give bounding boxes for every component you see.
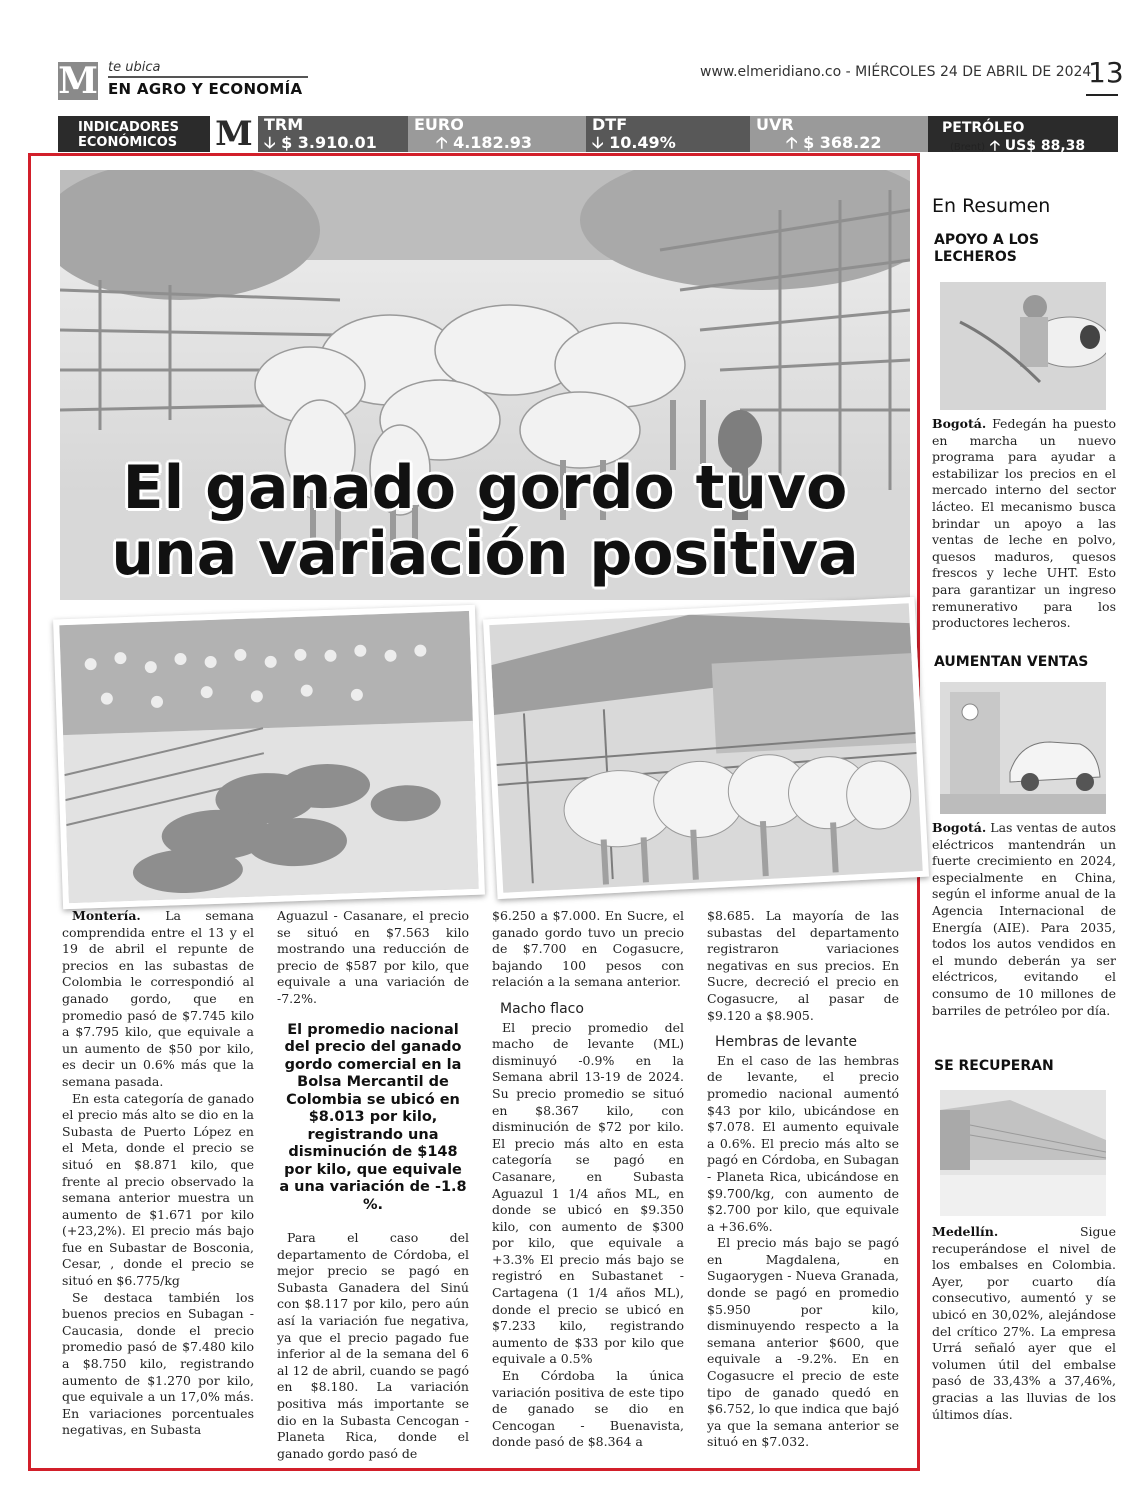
headline-line1: El ganado gordo tuvo	[122, 453, 848, 523]
sidebar-body-1: Fedegán ha puesto en marcha un nuevo programa para ayudar a estabilizar los precios en el mercado interno del sector lácteo. El mecanismo busca brindar un apoyo a las ventas de leche en polvo, quesos maduros, quesos frescos y leche UHT. Esto para garantizar un ingreso remunerativo para los productores lecheros.	[932, 416, 1116, 631]
indicator-euro-value	[414, 134, 586, 152]
column-1-paragraph-2: En esta categoría de ganado el precio más alto se dio en la Subasta de Puerto López en el Meta, donde el precio se situó en $8.871 kilo, que frente al precio observado la semana anterior muestra un aumento de $1.671 por kilo (+23,2%). El precio más bajo fue en Subastar de Bosconia, Cesar, , donde el precio se situó en $6.775/kg	[62, 1090, 254, 1289]
dairy-farmer-illustration	[940, 282, 1106, 410]
indicator-trm-name: TRM	[264, 115, 304, 134]
indicator-trm-value	[264, 134, 408, 152]
column-1-paragraph-1	[62, 908, 254, 1091]
column-1-text-1: La semana comprendida entre el 13 y el 19 de abril el repunte de precios en las subastas de Colombia le correspondió al ganado gordo, que en promedio pasó de $7.745 kilo a $7.795 kilo, que equivale a un aumento de $50 por kilo, es decir un 0.6% más que la semana pasada.	[62, 908, 254, 1089]
article-column-1	[62, 908, 254, 1439]
sidebar-photo-reservoir	[940, 1090, 1106, 1216]
indicator-uvr	[750, 116, 928, 152]
photo-auction-crowd	[53, 605, 485, 910]
indicator-dtf-name: DTF	[592, 115, 628, 134]
indicator-euro-number: 4.182.93	[453, 133, 533, 152]
column-2-paragraph-1: Aguazul - Casanare, el precio se situó en $7.563 kilo mostrando una reducción de precio de $587 por kilo, que equivale a una variación de -7.2%.	[277, 908, 469, 1006]
indicator-petroleo-number: US$ 88,38	[1004, 138, 1086, 154]
article-column-2	[277, 908, 469, 1462]
column-3-paragraph-3: En Córdoba la única variación positiva de este tipo de ganado se dio en Cencogan - Buenavista, donde pasó de $8.364 a	[492, 1368, 684, 1450]
tagline: te ubica	[108, 60, 161, 75]
column-3-paragraph-1: $6.250 a $7.000. En Sucre, el ganado gordo tuvo un precio de $7.700 en Cogasucre, bajando 100 pesos con relación a la semana anterior.	[492, 908, 684, 990]
column-1-paragraph-3: Se destaca también los buenos precios en Subagan - Caucasia, donde el precio promedio pasó de $7.480 kilo a $8.750 kilo, registrando aumento de $1.270 por kilo, que equivale a un 17,0% más. En variaciones porcentuales negativas, en Subasta	[62, 1289, 254, 1438]
indicator-euro	[408, 116, 586, 152]
page-number-rule	[1086, 94, 1118, 96]
auction-crowd-illustration	[59, 611, 478, 903]
reservoir-dam-illustration	[940, 1090, 1106, 1216]
indicator-dtf	[586, 116, 750, 152]
dateline-city: Montería.	[72, 908, 141, 923]
article-column-3	[492, 908, 684, 1451]
sidebar-heading-2: AUMENTAN VENTAS	[934, 654, 1089, 670]
sidebar-heading-1: APOYO A LOS LECHEROS	[934, 232, 1040, 265]
indicator-dtf-number: 10.49%	[609, 133, 676, 152]
column-4-paragraph-2: En el caso de las hembras de levante, el precio promedio nacional aumentó $43 por kilo, ubicándose en $7.078. El aumento equivale a 0.6%. El precio más alto se pagó en Córdoba, en Subagan - Planeta Rica, ubicándose en $9.700/kg, con aumento de $2.700 por kilo, que equivale a +36.6%.	[707, 1052, 899, 1234]
sidebar-photo-electric-car	[940, 682, 1106, 814]
dateline: www.elmeridiano.co - MIÉRCOLES 24 DE ABRIL DE 2024	[700, 64, 1092, 80]
arrow-up-icon: 🡡	[436, 133, 448, 152]
indicator-petroleo-sub: (Brent)	[950, 142, 985, 153]
indicator-petroleo	[928, 116, 1118, 152]
page-number: 13	[1088, 56, 1124, 89]
column-3-paragraph-2: El precio promedio del macho de levante (ML) disminuyó -0.9% en la Semana abril 13-19 de 2024. Su precio promedio se situó en $8.367 kilo, con disminución de $72 por kilo. El precio más alto en esta categoría se pagó en Casanare, en Subasta Aguazul 1 1/4 años ML, en donde se ubicó en $9.350 kilo, con aumento de $300 por kilo, que equivale a +3.3% El precio más bajo se registró en Subastanet - Cartagena (1 1/4 años ML), donde el precio se ubicó en $7.233 kilo, registrando aumento de $33 por kilo que equivale a 0.5%	[492, 1019, 684, 1367]
sidebar-body-2: Las ventas de autos eléctricos mantendrán un fuerte crecimiento en 2024, especialmente en China, según el informe anual de la Agencia Internacional de Energía (AIE). Para 2035, todos los autos vendidos en el mundo deberán ya ser eléctricos, evitando el consumo de 10 millones de barriles de petróleo por día.	[932, 820, 1116, 1018]
indicator-trm	[258, 116, 408, 152]
indicator-petroleo-value	[942, 137, 1118, 157]
sidebar-heading-3: SE RECUPERAN	[934, 1058, 1054, 1074]
indicator-uvr-value	[756, 134, 928, 152]
indicator-trm-number: $ 3.910.01	[281, 133, 377, 152]
indicator-dtf-value	[592, 134, 750, 152]
arrow-down-icon: 🡣	[592, 133, 604, 152]
tagline-rule	[108, 76, 308, 78]
sidebar-text-1	[932, 416, 1116, 632]
sidebar-text-2	[932, 820, 1116, 1019]
section-title: EN AGRO Y ECONOMÍA	[108, 80, 303, 98]
column-4-paragraph-3: El precio más bajo se pagó en Magdalena, en Sugaorygen - Nueva Granada, donde se pagó en promedio $5.950 por kilo, disminuyendo respecto a la semana anterior $600, que equivale a -9.2%. En en Cogasucre el precio de este tipo de ganado quedó en $6.752, lo que indica que bajó ya que la semana anterior se situó en $7.032.	[707, 1235, 899, 1450]
sidebar-title: En Resumen	[932, 195, 1051, 217]
headline-line2: una variación positiva	[111, 519, 859, 589]
electric-car-illustration	[940, 682, 1106, 814]
subhead-hembras-de-levante: Hembras de levante	[715, 1034, 858, 1051]
indicator-petroleo-name: PETRÓLEO	[942, 120, 1025, 136]
sidebar-photo-dairy	[940, 282, 1106, 410]
arrow-up-icon: 🡡	[786, 133, 798, 152]
indicators-logo: M	[210, 116, 258, 152]
indicator-euro-name: EURO	[414, 115, 464, 134]
newspaper-logo: M	[58, 60, 98, 102]
indicators-label-line1: INDICADORES	[78, 120, 180, 135]
arrow-up-icon: 🡡	[989, 138, 1000, 154]
subhead-macho-flaco: Macho flaco	[500, 1000, 584, 1017]
indicator-uvr-number: $ 368.22	[803, 133, 882, 152]
article-column-4	[707, 908, 899, 1451]
column-4-paragraph-1: $8.685. La mayoría de las subastas del departamento registraron variaciones negativas en sus precios. En Sucre, decreció el precio en Cogasucre, al pasar de $9.120 a $8.905.	[707, 908, 899, 1023]
indicators-label-line2: ECONÓMICOS	[78, 135, 178, 150]
pull-quote: El promedio nacional del precio del ganado gordo comercial en la Bolsa Mercantil de Colombia se ubicó en $8.013 por kilo, registrando una disminución de $148 por kilo, que equivale a una variación de -1.8 %.	[279, 1021, 467, 1213]
article-headline	[60, 455, 910, 587]
cattle-pen-illustration	[489, 603, 922, 893]
sidebar-body-3: Sigue recuperándose el nivel de los embalses en Colombia. Ayer, por cuarto día consecutivo, aumentó y se ubicó en 30,02%, alejándose del crítico 27%. La empresa Urrá señaló ayer que el volumen útil del embalse pasó de 33,43% a 37,46%, gracias a las lluvias de los últimos días.	[932, 1224, 1116, 1422]
photo-cattle-pen	[483, 597, 929, 899]
column-2-paragraph-2: Para el caso del departamento de Córdoba, el mejor precio se pagó en Subasta Ganadera del Sinú con $8.117 por kilo, pero aún así la variación fue negativa, ya que el precio pagado fue inferior al de la semana del 6 al 12 de abril, cuando se pagó en $8.180. La variación positiva más importante se dio en la Subasta Cencogan - Planeta Rica, donde el ganado gordo pasó de	[277, 1230, 469, 1461]
indicators-label	[58, 116, 210, 152]
indicator-uvr-name: UVR	[756, 115, 794, 134]
sidebar-city-1: Bogotá.	[932, 416, 987, 431]
sidebar-text-3	[932, 1224, 1116, 1423]
sidebar-city-3: Medellín.	[932, 1224, 999, 1239]
arrow-down-icon: 🡣	[264, 133, 276, 152]
sidebar-city-2: Bogotá.	[932, 820, 987, 835]
